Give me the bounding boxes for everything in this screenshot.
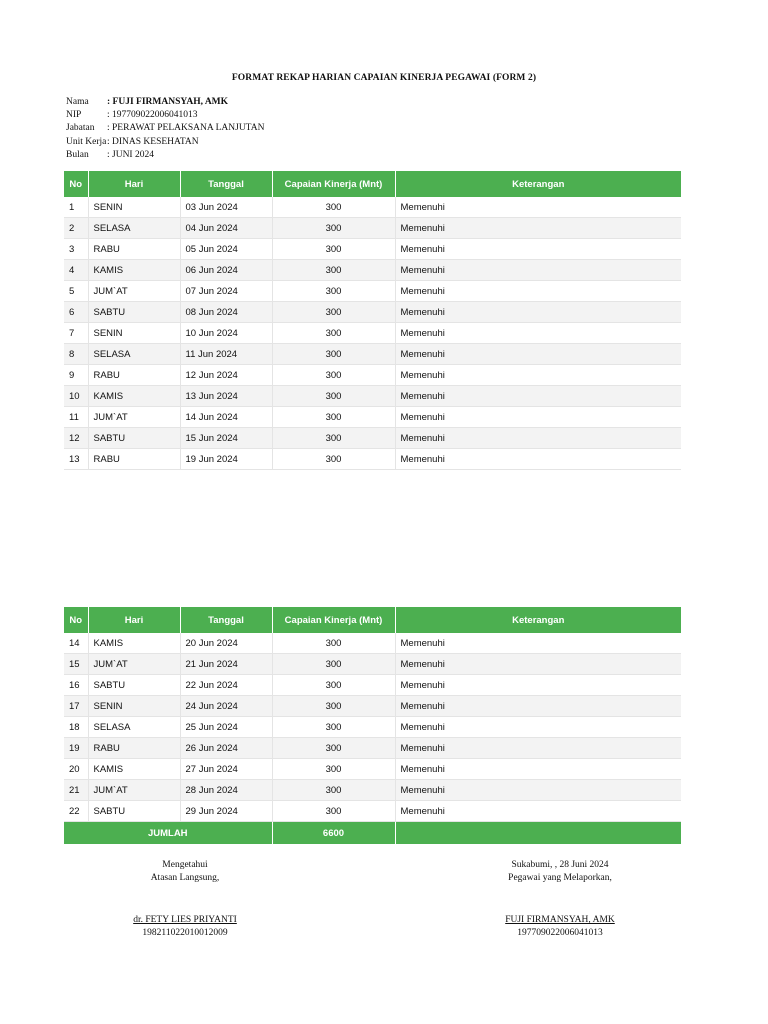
cell-capaian: 300 (272, 654, 395, 675)
info-value: : DINAS KESEHATAN (107, 136, 199, 147)
column-header: Tanggal (180, 607, 272, 633)
column-header: No (64, 607, 88, 633)
cell-keterangan: Memenuhi (395, 738, 681, 759)
cell-no: 1 (64, 197, 88, 218)
cell-hari: RABU (88, 365, 180, 386)
cell-hari: SABTU (88, 801, 180, 822)
signature-line1: Mengetahui (162, 860, 208, 870)
total-row (64, 822, 681, 845)
cell-keterangan: Memenuhi (395, 675, 681, 696)
cell-capaian: 300 (272, 302, 395, 323)
cell-keterangan: Memenuhi (395, 717, 681, 738)
cell-keterangan: Memenuhi (395, 780, 681, 801)
cell-capaian: 300 (272, 801, 395, 822)
cell-no: 19 (64, 738, 88, 759)
signature-line2: Pegawai yang Melaporkan, (508, 872, 612, 883)
cell-tanggal: 04 Jun 2024 (180, 218, 272, 239)
cell-keterangan: Memenuhi (395, 801, 681, 822)
info-row (66, 149, 264, 162)
table-row (64, 633, 681, 654)
cell-hari: SENIN (88, 197, 180, 218)
cell-keterangan: Memenuhi (395, 654, 681, 675)
cell-hari: SABTU (88, 675, 180, 696)
cell-hari: SABTU (88, 302, 180, 323)
cell-keterangan: Memenuhi (395, 197, 681, 218)
info-value: : FUJI FIRMANSYAH, AMK (107, 97, 229, 107)
total-value: 6600 (272, 822, 395, 845)
cell-capaian: 300 (272, 323, 395, 344)
cell-keterangan: Memenuhi (395, 449, 681, 470)
cell-no: 7 (64, 323, 88, 344)
column-header: No (64, 171, 88, 197)
cell-tanggal: 20 Jun 2024 (180, 633, 272, 654)
info-key: NIP (66, 110, 82, 121)
cell-keterangan: Memenuhi (395, 696, 681, 717)
cell-hari: KAMIS (88, 633, 180, 654)
cell-tanggal: 13 Jun 2024 (180, 386, 272, 407)
table-row (64, 386, 681, 407)
cell-capaian: 300 (272, 407, 395, 428)
cell-tanggal: 03 Jun 2024 (180, 197, 272, 218)
cell-capaian: 300 (272, 218, 395, 239)
table-row (64, 801, 681, 822)
table-row (64, 239, 681, 260)
cell-no: 8 (64, 344, 88, 365)
cell-capaian: 300 (272, 738, 395, 759)
signature-nip: 197709022006041013 (517, 927, 603, 938)
table-row (64, 407, 681, 428)
cell-keterangan: Memenuhi (395, 759, 681, 780)
info-key: Jabatan (66, 123, 95, 134)
cell-keterangan: Memenuhi (395, 407, 681, 428)
table-row (64, 654, 681, 675)
employee-info (66, 96, 264, 162)
cell-keterangan: Memenuhi (395, 281, 681, 302)
cell-tanggal: 28 Jun 2024 (180, 780, 272, 801)
cell-capaian: 300 (272, 696, 395, 717)
rekap-table-1 (64, 171, 681, 470)
table-row (64, 449, 681, 470)
signature-name: FUJI FIRMANSYAH, AMK (505, 915, 615, 925)
cell-no: 9 (64, 365, 88, 386)
cell-capaian: 300 (272, 717, 395, 738)
cell-capaian: 300 (272, 197, 395, 218)
cell-no: 20 (64, 759, 88, 780)
rekap-table-2 (64, 607, 681, 844)
cell-hari: RABU (88, 239, 180, 260)
cell-hari: KAMIS (88, 759, 180, 780)
total-label: JUMLAH (64, 822, 272, 845)
cell-hari: SELASA (88, 344, 180, 365)
column-header: Keterangan (395, 171, 681, 197)
cell-hari: KAMIS (88, 260, 180, 281)
cell-hari: SELASA (88, 218, 180, 239)
info-row (66, 122, 264, 135)
table-row (64, 675, 681, 696)
cell-tanggal: 14 Jun 2024 (180, 407, 272, 428)
cell-tanggal: 05 Jun 2024 (180, 239, 272, 260)
table-row (64, 197, 681, 218)
cell-keterangan: Memenuhi (395, 386, 681, 407)
cell-no: 15 (64, 654, 88, 675)
cell-capaian: 300 (272, 344, 395, 365)
signature-line2: Atasan Langsung, (150, 872, 220, 883)
cell-keterangan: Memenuhi (395, 365, 681, 386)
signature-name: dr. FETY LIES PRIYANTI (133, 915, 237, 925)
table-header (64, 171, 681, 197)
cell-keterangan: Memenuhi (395, 344, 681, 365)
cell-capaian: 300 (272, 449, 395, 470)
cell-keterangan: Memenuhi (395, 633, 681, 654)
signature-line1: Sukabumi, , 28 Juni 2024 (511, 860, 609, 870)
cell-hari: JUM`AT (88, 281, 180, 302)
cell-keterangan: Memenuhi (395, 302, 681, 323)
cell-no: 10 (64, 386, 88, 407)
info-key: Nama (66, 97, 89, 107)
cell-tanggal: 11 Jun 2024 (180, 344, 272, 365)
cell-keterangan: Memenuhi (395, 428, 681, 449)
table-row (64, 323, 681, 344)
table-row (64, 344, 681, 365)
info-value: : PERAWAT PELAKSANA LANJUTAN (107, 123, 265, 134)
cell-tanggal: 22 Jun 2024 (180, 675, 272, 696)
signature-block-supervisor (110, 859, 260, 938)
cell-hari: JUM`AT (88, 407, 180, 428)
cell-no: 3 (64, 239, 88, 260)
table-row (64, 428, 681, 449)
column-header: Keterangan (395, 607, 681, 633)
cell-hari: RABU (88, 449, 180, 470)
cell-no: 12 (64, 428, 88, 449)
column-header: Hari (88, 607, 180, 633)
cell-capaian: 300 (272, 675, 395, 696)
cell-hari: SELASA (88, 717, 180, 738)
cell-no: 6 (64, 302, 88, 323)
signature-nip: 198211022010012009 (142, 927, 228, 938)
table-header (64, 607, 681, 633)
cell-capaian: 300 (272, 386, 395, 407)
info-row (66, 136, 264, 149)
cell-hari: RABU (88, 738, 180, 759)
cell-tanggal: 29 Jun 2024 (180, 801, 272, 822)
cell-tanggal: 21 Jun 2024 (180, 654, 272, 675)
cell-capaian: 300 (272, 633, 395, 654)
cell-keterangan: Memenuhi (395, 218, 681, 239)
info-key: Bulan (66, 149, 89, 160)
cell-no: 17 (64, 696, 88, 717)
cell-tanggal: 25 Jun 2024 (180, 717, 272, 738)
cell-keterangan: Memenuhi (395, 239, 681, 260)
cell-no: 5 (64, 281, 88, 302)
cell-capaian: 300 (272, 780, 395, 801)
cell-tanggal: 07 Jun 2024 (180, 281, 272, 302)
info-value: : JUNI 2024 (107, 149, 154, 160)
info-row (66, 109, 264, 122)
cell-no: 16 (64, 675, 88, 696)
cell-tanggal: 12 Jun 2024 (180, 365, 272, 386)
info-row (66, 96, 264, 109)
cell-hari: KAMIS (88, 386, 180, 407)
cell-hari: JUM`AT (88, 780, 180, 801)
cell-tanggal: 19 Jun 2024 (180, 449, 272, 470)
cell-no: 14 (64, 633, 88, 654)
column-header: Hari (88, 171, 180, 197)
cell-no: 13 (64, 449, 88, 470)
cell-tanggal: 15 Jun 2024 (180, 428, 272, 449)
cell-keterangan: Memenuhi (395, 260, 681, 281)
table-row (64, 365, 681, 386)
table-row (64, 738, 681, 759)
cell-no: 18 (64, 717, 88, 738)
table-row (64, 780, 681, 801)
cell-capaian: 300 (272, 428, 395, 449)
table-row (64, 696, 681, 717)
cell-hari: JUM`AT (88, 654, 180, 675)
cell-keterangan: Memenuhi (395, 323, 681, 344)
table-row (64, 302, 681, 323)
cell-no: 4 (64, 260, 88, 281)
table-row (64, 218, 681, 239)
cell-capaian: 300 (272, 365, 395, 386)
cell-capaian: 300 (272, 281, 395, 302)
cell-no: 11 (64, 407, 88, 428)
cell-capaian: 300 (272, 260, 395, 281)
info-key: Unit Kerja (66, 136, 107, 147)
cell-no: 21 (64, 780, 88, 801)
table-row (64, 759, 681, 780)
cell-capaian: 300 (272, 759, 395, 780)
info-value: : 197709022006041013 (107, 110, 198, 121)
cell-tanggal: 06 Jun 2024 (180, 260, 272, 281)
table-row (64, 260, 681, 281)
column-header: Capaian Kinerja (Mnt) (272, 171, 395, 197)
cell-hari: SENIN (88, 323, 180, 344)
table-row (64, 717, 681, 738)
table-row (64, 281, 681, 302)
cell-tanggal: 27 Jun 2024 (180, 759, 272, 780)
cell-hari: SABTU (88, 428, 180, 449)
cell-no: 2 (64, 218, 88, 239)
total-empty (395, 822, 681, 845)
cell-tanggal: 10 Jun 2024 (180, 323, 272, 344)
cell-hari: SENIN (88, 696, 180, 717)
cell-tanggal: 08 Jun 2024 (180, 302, 272, 323)
page-title: FORMAT REKAP HARIAN CAPAIAN KINERJA PEGAWAI (FORM 2) (231, 73, 537, 83)
cell-tanggal: 24 Jun 2024 (180, 696, 272, 717)
cell-tanggal: 26 Jun 2024 (180, 738, 272, 759)
column-header: Tanggal (180, 171, 272, 197)
signature-block-employee (485, 859, 635, 938)
cell-no: 22 (64, 801, 88, 822)
column-header: Capaian Kinerja (Mnt) (272, 607, 395, 633)
cell-capaian: 300 (272, 239, 395, 260)
